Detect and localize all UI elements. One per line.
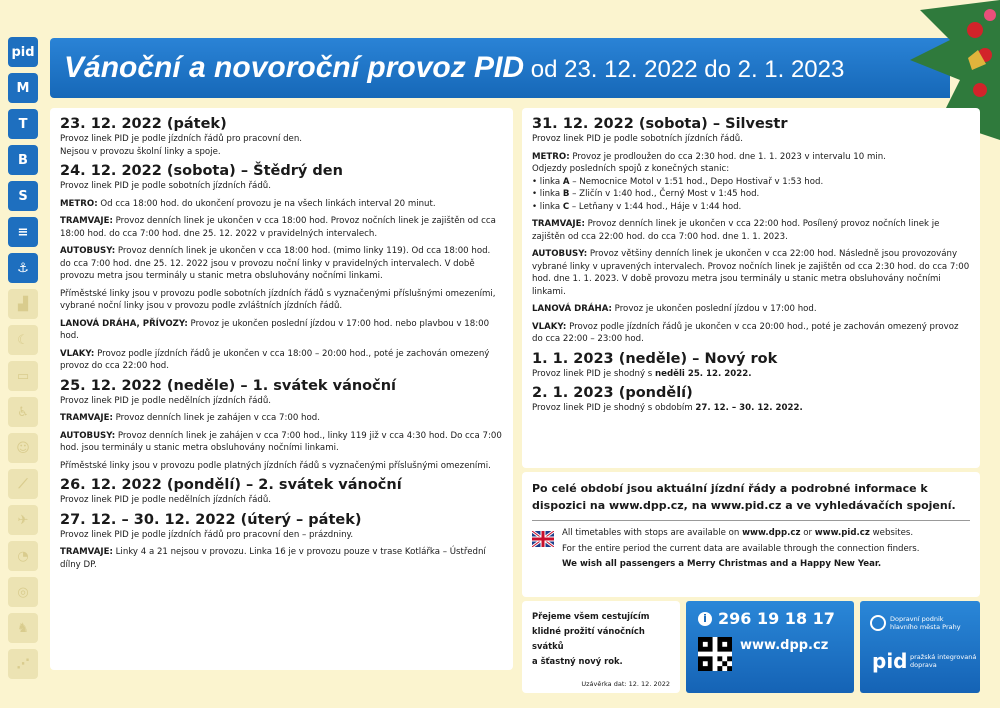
text-line: pražská integrovaná (910, 653, 977, 661)
train-text (532, 321, 970, 346)
heading-dec27-30: 27. 12. – 30. 12. 2022 (úterý – pátek) (60, 511, 362, 528)
heading-dec25: 25. 12. 2022 (neděle) – 1. svátek vánoční (60, 377, 397, 394)
night-bus-icon: ☾ (8, 325, 38, 355)
text-line: websites. (869, 528, 914, 538)
date: neděli 25. 12. 2022. (655, 368, 752, 379)
bus-text (60, 245, 503, 283)
label: TRAMVAJE: (60, 547, 113, 557)
text (562, 558, 920, 571)
bus-text (532, 248, 970, 298)
text-line: hlavního města Prahy (890, 623, 961, 631)
value: Provoz denních linek je zahájen v cca 7:00 hod., linky 119 již v cca 4:30 hod. Do cca 7:00 hod. jsou terminály u stanic metra obsluhovány nočními linkami. (60, 430, 502, 453)
funicular-text (60, 318, 503, 343)
label: AUTOBUSY: (60, 430, 116, 441)
contact-box (686, 601, 854, 693)
metro-text (532, 151, 970, 214)
s-train-icon: S (8, 181, 38, 211)
metro-text (60, 198, 503, 211)
label: TRAMVAJE: (60, 216, 113, 226)
section-jan1 (532, 351, 970, 381)
family-icon: ☺ (8, 433, 38, 463)
label: VLAKY: (60, 348, 95, 359)
text: Provoz linek PID je podle nedělních jízdních řádů. (60, 395, 271, 406)
dog-icon: ♞ (8, 613, 38, 643)
heading-dec26: 26. 12. 2022 (pondělí) – 2. svátek vánoční (60, 477, 402, 493)
header-banner (50, 38, 950, 98)
text (532, 402, 970, 415)
line-a: A (562, 176, 570, 187)
greeting: We wish all passengers a Merry Christmas and a Happy New Year. (562, 559, 882, 569)
title-dates: od 23. 12. 2022 do 2. 1. 2023 (524, 56, 845, 83)
bullet: • linka (532, 189, 563, 199)
funicular-text (532, 303, 970, 316)
wish-line: a šťastný nový rok. (532, 656, 623, 666)
pid-link[interactable]: www.pid.cz (814, 528, 870, 538)
text (562, 527, 920, 540)
date: 27. 12. – 30. 12. 2022. (695, 403, 803, 413)
heading-dec24: 24. 12. 2022 (sobota) – Štědrý den (60, 163, 343, 179)
train-icon: ≡ (8, 217, 38, 247)
heading-dec23: 23. 12. 2022 (pátek) (60, 116, 227, 132)
info-icon: i (698, 612, 712, 626)
label: LANOVÁ DRÁHA, PŘÍVOZY: (60, 318, 188, 329)
text: Provoz linek PID je podle sobotních jízdních řádů. (532, 134, 743, 144)
bus-text (60, 430, 503, 455)
dpp-link[interactable]: www.dpp.cz (742, 528, 801, 538)
section-dec25 (60, 378, 503, 473)
value: Provoz denních linek je ukončen v cca 18:00 hod. (mimo linky 119). Od cca 18:00 hod. do cca 7:00 hod. dne 25. 12. 2022 jsou v provozu noční linky v pravidelných intervalech. V době provozu metra jsou terminály u stanic metra obsluhovány nočními linkami. (60, 246, 491, 281)
value: Linky 4 a 21 nejsou v provozu. Linka 16 je v provozu pouze v trase Kotlářka – Ústřední dílny DP. (60, 547, 486, 570)
text-line: All timetables with stops are available on (562, 528, 743, 538)
right-panel (522, 108, 980, 468)
ski-icon: ⋰ (8, 649, 38, 679)
label: AUTOBUSY: (60, 246, 116, 256)
text-line: Provoz linek PID je podle jízdních řádů pro pracovní den. (60, 134, 302, 144)
text-line: Odjezdy posledních spojů z konečných stanic: (532, 164, 730, 174)
page-title (64, 51, 844, 85)
text-line: Provoz linek PID je shodný s obdobím (532, 403, 696, 413)
escalator-icon: ⟋ (8, 469, 38, 499)
suburban-text: Příměstské linky jsou v provozu podle sobotních jízdních řádů s vyznačenými příslušnými omezeními, vybrané noční linky jsou v provozu podle zvláštních jízdních řádů. (60, 288, 496, 311)
label: LANOVÁ DRÁHA: (532, 304, 612, 314)
text (60, 133, 503, 158)
ticket-icon: ▭ (8, 361, 38, 391)
dpp-name (890, 615, 961, 631)
value: Provoz je prodloužen do cca 2:30 hod. dne 1. 1. 2023 v intervalu 10 min. (569, 151, 886, 162)
funicular-icon: ▟ (8, 289, 38, 319)
heading-dec31: 31. 12. 2022 (sobota) – Silvestr (532, 116, 788, 132)
tram-text (60, 546, 503, 571)
value: – Letňany v 1:44 hod., Háje v 1:44 hod. (569, 201, 742, 212)
text (532, 368, 970, 381)
text: Provoz linek PID je podle jízdních řádů pro pracovní den – prázdniny. (60, 529, 354, 540)
label: AUTOBUSY: (532, 249, 588, 259)
text-line: Dopravní podnik (890, 615, 944, 623)
tram-text (532, 218, 970, 243)
stroller-icon: ◔ (8, 541, 38, 571)
phone-text: 296 19 18 17 (718, 609, 835, 628)
ferry-icon: ⚓ (8, 253, 38, 283)
value: – Zličín v 1:40 hod., Černý Most v 1:45 hod. (569, 189, 760, 199)
text: Provoz linek PID je podle sobotních jízdních řádů. (60, 181, 271, 191)
logo-box (860, 601, 980, 693)
qr-code-icon (698, 637, 732, 671)
train-text (60, 348, 503, 373)
text-line: or (800, 528, 815, 538)
value: Provoz denních linek je zahájen v cca 7:00 hod. (112, 413, 320, 423)
section-dec26 (60, 477, 503, 507)
heading-jan2: 2. 1. 2023 (pondělí) (532, 385, 693, 401)
text-line: Provoz linek PID je shodný s (532, 368, 656, 379)
english-info (532, 527, 970, 574)
airplane-icon: ✈ (8, 505, 38, 535)
metro-icon: M (8, 73, 38, 103)
label: TRAMVAJE: (60, 413, 113, 423)
left-panel (50, 108, 513, 670)
pid-name (910, 653, 976, 669)
dpp-website[interactable]: www.dpp.cz (740, 638, 829, 653)
wheelchair-icon: ♿ (8, 397, 38, 427)
divider (532, 520, 970, 521)
bus-icon: B (8, 145, 38, 175)
pid-logo-icon: pid (8, 37, 38, 67)
line-b: B (562, 189, 570, 199)
bicycle-icon: ◎ (8, 577, 38, 607)
heading-jan1: 1. 1. 2023 (neděle) – Nový rok (532, 350, 778, 367)
tram-text (60, 215, 503, 240)
info-text: Po celé období jsou aktuální jízdní řády a podrobné informace k dispozici na www.dpp.cz, na www.pid.cz a ve vyhledávačích spojení. (532, 482, 956, 512)
dpp-logo-icon (870, 615, 886, 631)
section-dec23 (60, 116, 503, 158)
bullet: • linka (532, 176, 563, 187)
sidebar-icons (8, 37, 40, 685)
label: METRO: (532, 151, 570, 162)
line-c: C (562, 201, 570, 212)
value: Provoz podle jízdních řádů je ukončen v cca 20:00 hod., poté je zachován omezený provoz do cca 22:00 – 23:00 hod. (532, 321, 959, 344)
text-line: Nejsou v provozu školní linky a spoje. (60, 146, 221, 157)
wish-line: klidné prožití vánočních svátků (532, 626, 645, 651)
text-line: doprava (910, 661, 937, 669)
uk-flag-icon (532, 531, 554, 547)
wish-line: Přejeme všem cestujícím (532, 611, 650, 621)
label: METRO: (60, 198, 98, 209)
value: Provoz denních linek je ukončen v cca 18:00 hod. Provoz nočních linek je zajištěn od cca 18:00 hod. do cca 7:00 hod. dne 25. 12. 2022 v pravidelných intervalech. (60, 216, 496, 239)
label: VLAKY: (532, 321, 567, 332)
tram-icon: T (8, 109, 38, 139)
value: – Nemocnice Motol v 1:51 hod., Depo Hostivař v 1:53 hod. (569, 176, 824, 187)
section-dec27-30 (60, 512, 503, 572)
section-jan2 (532, 385, 970, 415)
bullet: • linka (532, 201, 563, 212)
text: Provoz linek PID je podle nedělních jízdních řádů. (60, 495, 271, 505)
value: Provoz je ukončen poslední jízdou v 17:00 hod. nebo plavbou v 18:00 hod. (60, 318, 490, 341)
data-date: Uzávěrka dat: 12. 12. 2022 (581, 680, 670, 688)
section-dec31 (532, 116, 970, 346)
label: TRAMVAJE: (532, 219, 585, 229)
section-dec24 (60, 163, 503, 373)
english-text (562, 527, 920, 574)
value: Provoz většiny denních linek je ukončen v cca 22:00 hod. Následně jsou provozovány vybrané linky v upravených intervalech. Provoz nočních linek je zajištěn od cca 2:30 hod. do cca 7:00 hod. dne 1. 1. 2023. V době provozu metra jsou terminály u stanic metra obsluhovány nočními linkami. (532, 249, 970, 297)
suburban-text: Příměstské linky jsou v provozu podle platných jízdních řádů s vyznačenými příslušnými omezeními. (60, 460, 491, 471)
text: For the entire period the current data are available through the connection finders. (562, 543, 920, 554)
value: Od cca 18:00 hod. do ukončení provozu je na všech linkách interval 20 minut. (97, 198, 436, 209)
value: Provoz je ukončen poslední jízdou v 17:00 hod. (611, 304, 817, 314)
pid-logo: pid (872, 649, 908, 673)
info-panel (522, 472, 980, 597)
phone-number (698, 609, 835, 628)
value: Provoz denních linek je ukončen v cca 22:00 hod. Posílený provoz nočních linek je zajištěn od cca 22:00 hod. do cca 7:00 hod. dne 1. 1. 2023. (532, 219, 940, 242)
wish-panel (522, 601, 680, 693)
value: Provoz podle jízdních řádů je ukončen v cca 18:00 – 20:00 hod., poté je zachován omezený provoz do cca 22:00 hod. (60, 348, 490, 371)
tram-text (60, 412, 503, 425)
title-main: Vánoční a novoroční provoz PID (64, 51, 525, 84)
